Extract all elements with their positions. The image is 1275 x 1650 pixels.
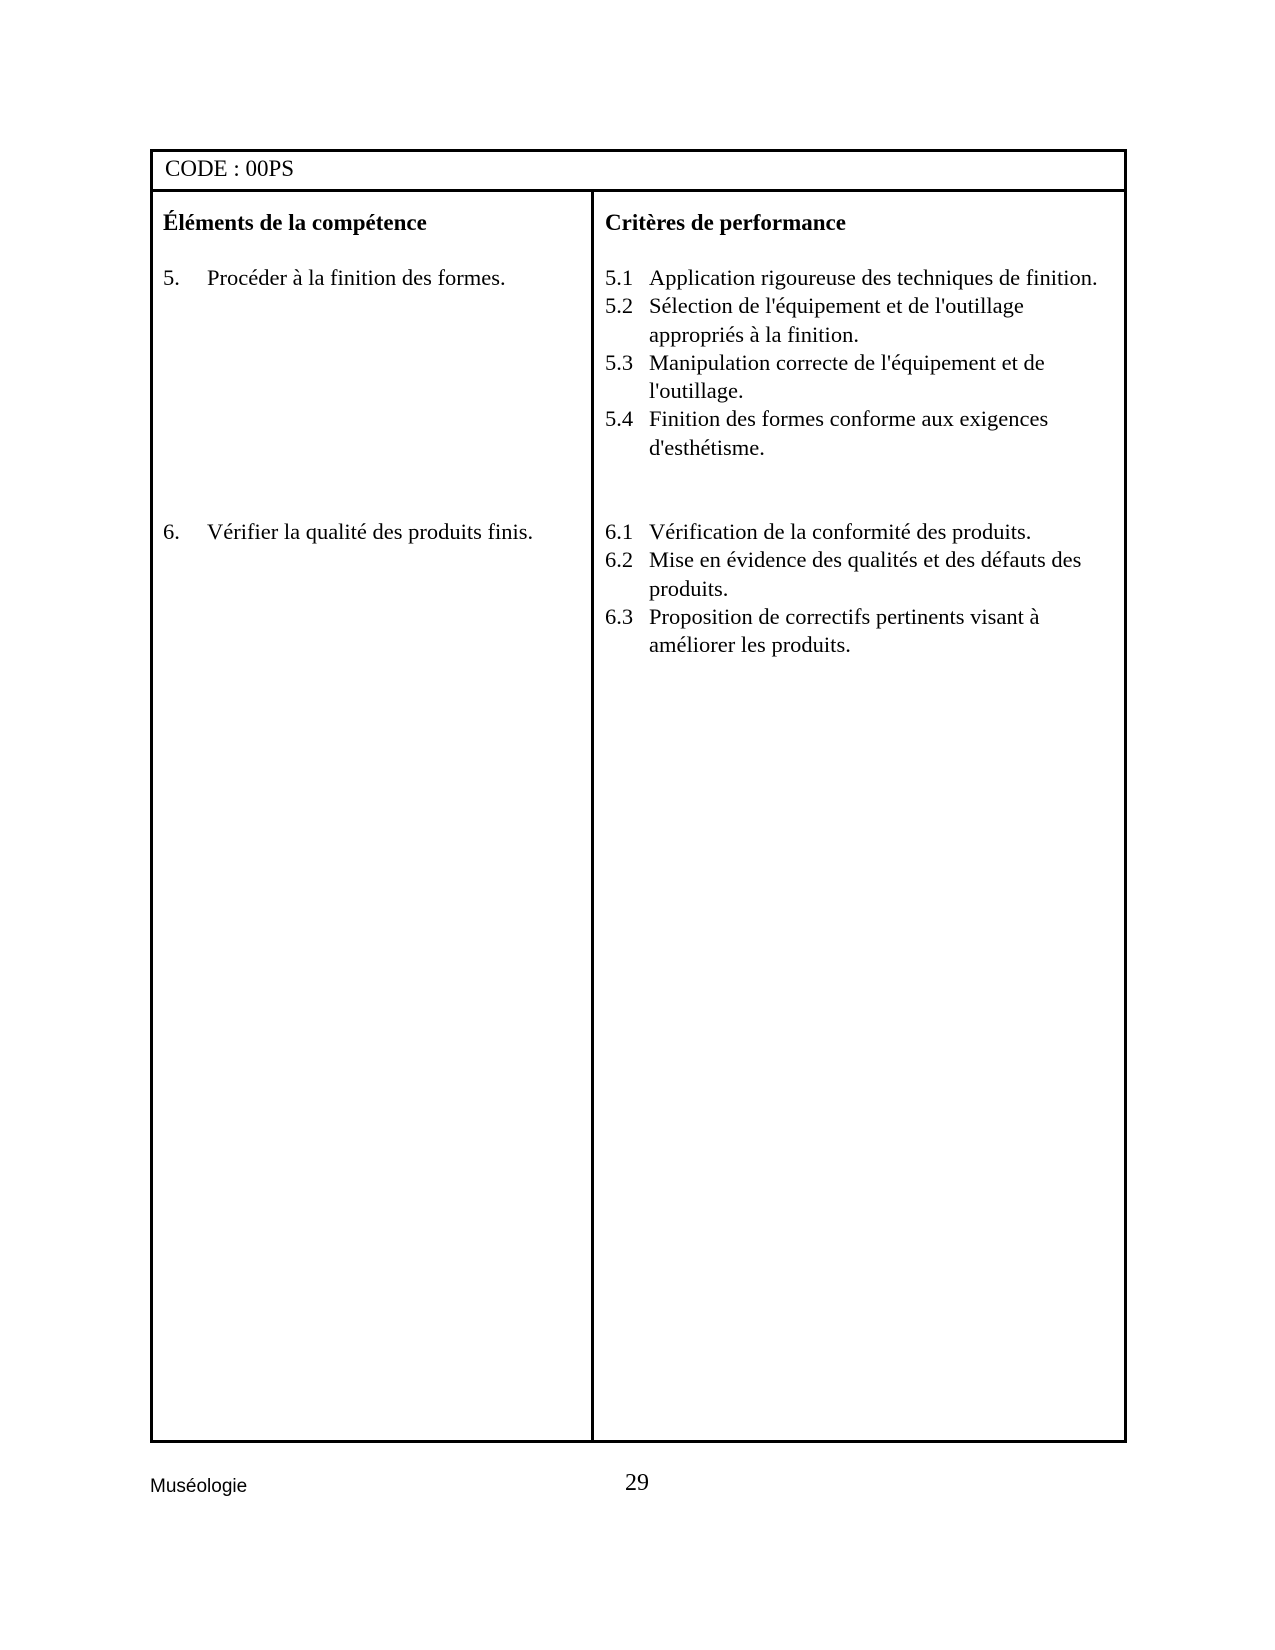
criterion-number: 6.1 — [605, 519, 634, 544]
criterion-text: Sélection de l'équipement et de l'outillage appropriés à la finition. — [649, 293, 1024, 347]
element-item — [163, 264, 583, 292]
element-number: 6. — [163, 519, 180, 544]
criterion-number: 5.1 — [605, 265, 634, 290]
elements-column — [163, 208, 583, 544]
criteria-header: Critères de performance — [605, 210, 846, 235]
code-row — [153, 152, 1124, 192]
code-label: CODE : 00PS — [165, 156, 295, 181]
element-text: Vérifier la qualité des produits finis. — [207, 519, 534, 544]
criterion-text: Proposition de correctifs pertinents visant à améliorer les produits. — [649, 603, 1040, 658]
criterion-number: 5.2 — [605, 293, 634, 319]
criterion-number: 5.4 — [605, 406, 634, 432]
element-number: 5. — [163, 265, 180, 290]
criterion-text: Application rigoureuse des techniques de finition. — [649, 265, 1098, 290]
criterion-text: Finition des formes conforme aux exigences d'esthétisme. — [649, 406, 1049, 460]
criterion-item — [605, 292, 1120, 349]
criterion-item — [605, 264, 1120, 292]
criterion-number: 6.3 — [605, 603, 634, 629]
criterion-text: Mise en évidence des qualités et des défauts des produits. — [649, 547, 1082, 601]
elements-header: Éléments de la compétence — [163, 210, 427, 235]
criterion-number: 5.3 — [605, 349, 634, 375]
criterion-item — [605, 603, 1120, 660]
column-divider — [591, 192, 594, 1440]
criterion-item — [605, 405, 1120, 462]
criteria-column — [605, 208, 1120, 658]
footer-program: Muséologie — [150, 1476, 248, 1497]
criteria-group — [605, 518, 1120, 659]
element-text: Procéder à la finition des formes. — [207, 265, 506, 290]
criterion-text: Manipulation correcte de l'équipement et de l'outillage. — [649, 349, 1045, 404]
page-number: 29 — [625, 1470, 649, 1496]
criterion-number: 6.2 — [605, 547, 634, 573]
criterion-item — [605, 349, 1120, 406]
criteria-group — [605, 264, 1120, 462]
competence-table — [150, 149, 1127, 1443]
element-item — [163, 518, 583, 546]
criterion-item — [605, 546, 1120, 603]
criterion-item — [605, 518, 1120, 546]
criterion-text: Vérification de la conformité des produits. — [649, 519, 1032, 544]
